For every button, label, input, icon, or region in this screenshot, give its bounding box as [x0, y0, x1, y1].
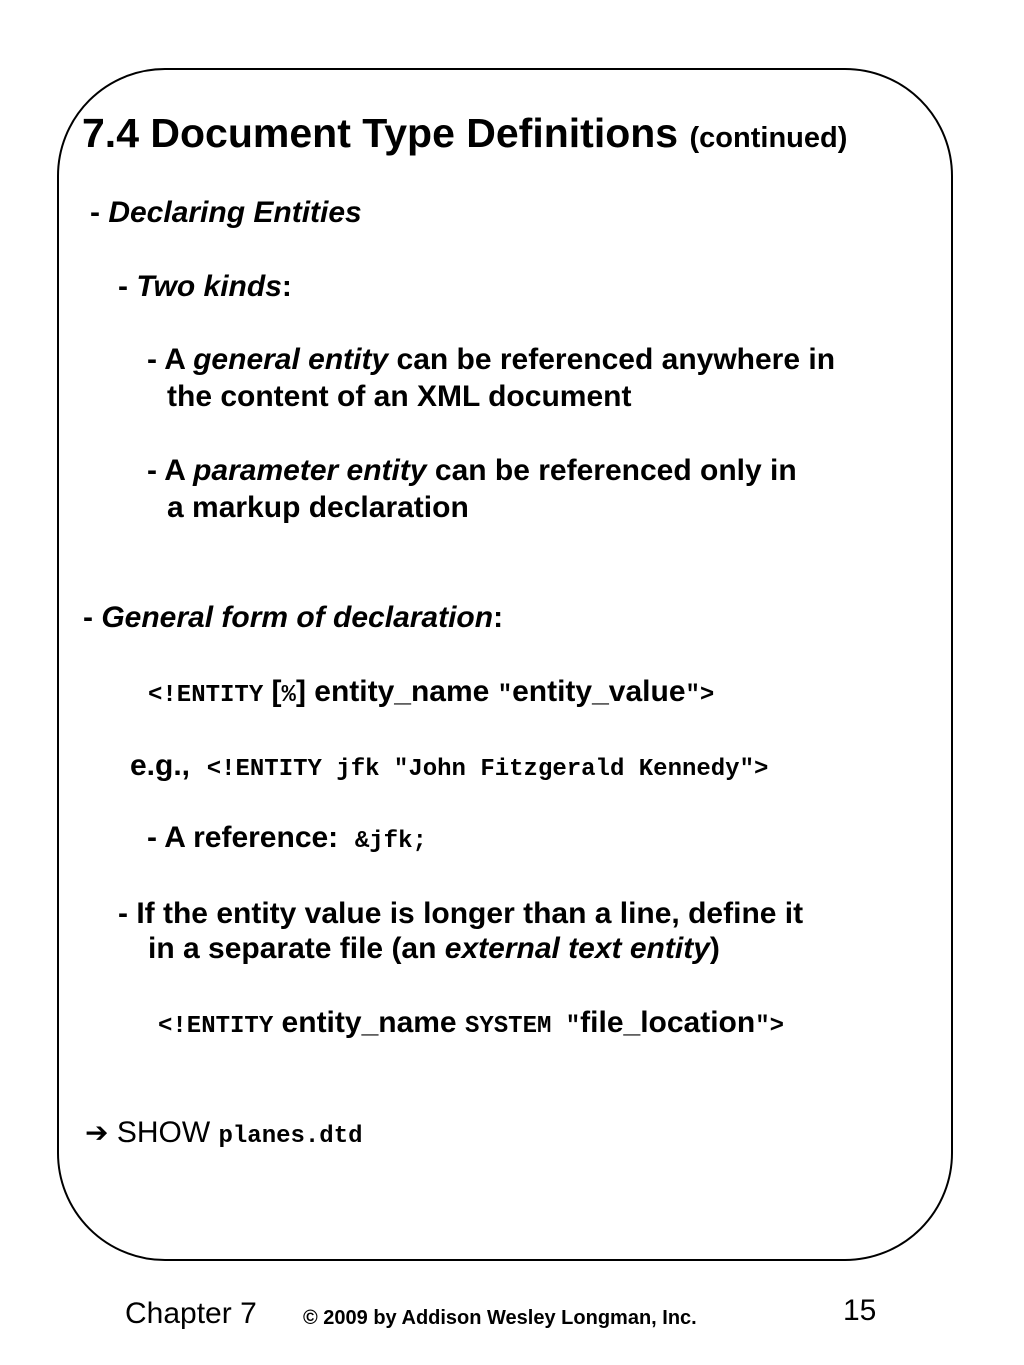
declaring-label: Declaring Entities	[108, 196, 362, 229]
entity-name-text: entity_name	[273, 1006, 465, 1039]
eg-label: e.g.,	[130, 749, 191, 782]
general-form-label: General form of declaration	[101, 601, 494, 634]
external-line2	[148, 934, 720, 964]
bullet-dash: -	[90, 196, 109, 229]
quote-close: ">	[685, 682, 715, 709]
general-entity-rest: can be referenced anywhere in	[388, 343, 836, 376]
bracket-open: [	[263, 675, 282, 708]
parameter-entity-rest: can be referenced only in	[426, 454, 797, 487]
prefix: - A	[147, 454, 194, 487]
prefix: - A	[147, 343, 194, 376]
example-code: <!ENTITY jfk "John Fitzgerald Kennedy">	[206, 756, 769, 783]
title-suffix: (continued)	[689, 122, 848, 154]
two-kinds-label: Two kinds	[136, 270, 282, 303]
general-entity-term: general entity	[193, 343, 389, 376]
declaring-entities-heading	[90, 198, 362, 228]
page-number: 15	[843, 1294, 877, 1327]
colon: :	[493, 601, 504, 634]
quote-open: "	[497, 682, 513, 709]
show-label: SHOW	[116, 1116, 211, 1149]
bullet-dash: -	[83, 601, 102, 634]
slide-title	[82, 110, 848, 156]
slide-frame	[57, 68, 953, 1261]
show-line	[85, 1118, 363, 1149]
footer-chapter: Chapter 7	[125, 1297, 257, 1330]
external-line1: - If the entity value is longer than a line, define it	[118, 897, 804, 930]
parameter-entity-line2: a markup declaration	[167, 491, 469, 524]
file-location-text: file_location	[580, 1006, 756, 1039]
parameter-entity-term: parameter entity	[193, 454, 427, 487]
entity-value-text: entity_value	[512, 675, 686, 708]
bullet-dash: -	[118, 270, 137, 303]
reference-code: &jfk;	[354, 828, 427, 855]
system-declaration-line	[158, 1008, 784, 1039]
footer-copyright: © 2009 by Addison Wesley Longman, Inc.	[303, 1307, 697, 1329]
arrow-right-icon: ➔	[85, 1116, 109, 1149]
reference-line	[147, 823, 427, 854]
system-keyword: SYSTEM "	[464, 1013, 581, 1040]
quote-close: ">	[755, 1013, 785, 1040]
two-kinds-heading	[118, 272, 292, 302]
entity-keyword: <!ENTITY	[158, 1013, 274, 1040]
example-line	[130, 751, 768, 782]
general-form-heading	[83, 603, 503, 633]
reference-label: - A reference:	[147, 821, 339, 854]
external-text-b: )	[709, 932, 720, 965]
external-text-entity-term: external text entity	[444, 932, 710, 965]
percent-sign: %	[281, 682, 296, 709]
entity-keyword: <!ENTITY	[148, 682, 264, 709]
general-entity-line1	[147, 345, 835, 375]
external-text-a: in a separate file (an	[148, 932, 445, 965]
entity-declaration-form	[148, 677, 714, 708]
show-file: planes.dtd	[218, 1123, 363, 1150]
entity-name-text: ] entity_name	[295, 675, 498, 708]
parameter-entity-line1	[147, 456, 797, 486]
title-main: 7.4 Document Type Definitions	[82, 110, 679, 156]
general-entity-line2: the content of an XML document	[167, 380, 632, 413]
colon: :	[281, 270, 292, 303]
